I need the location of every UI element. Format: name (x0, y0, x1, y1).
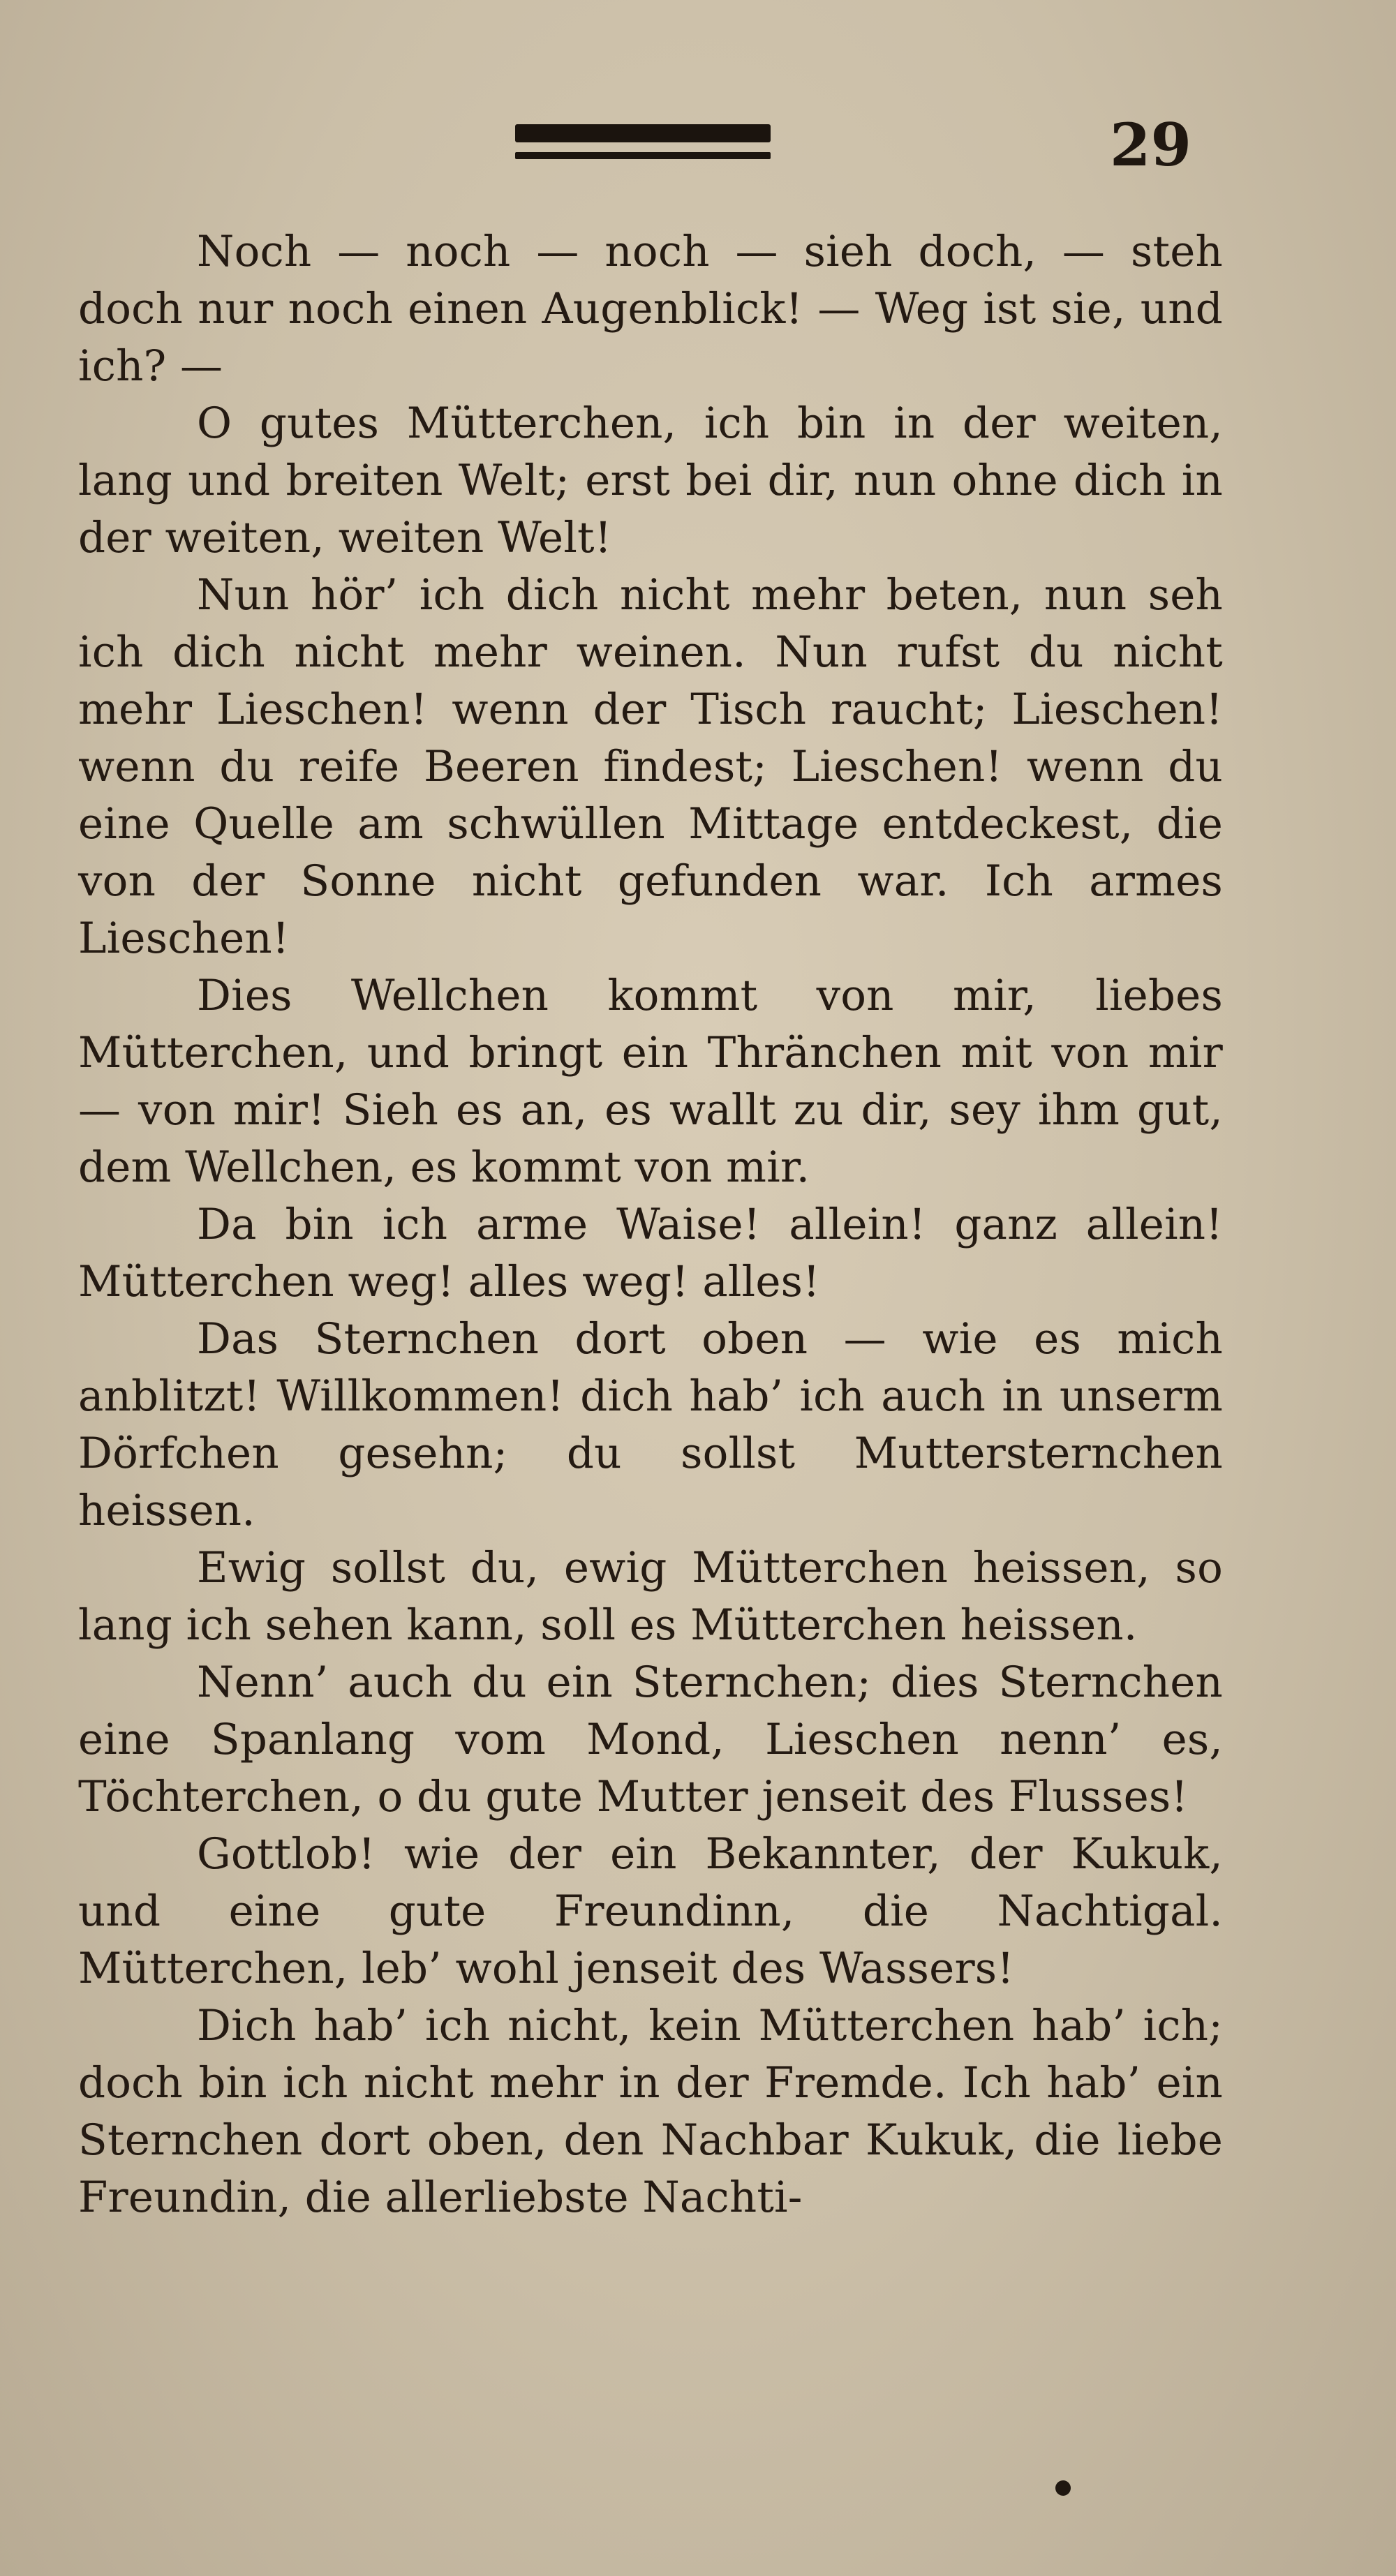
paragraph: Gottlob! wie der ein Bekannter, der Kukuk, und eine gute Freundinn, die Nachtigal. Mütterchen, leb’ wohl jenseit des Wassers! (78, 1829, 1223, 1993)
paragraph: Dich hab’ ich nicht, kein Mütterchen hab’ ich; doch bin ich nicht mehr in der Fremde. Ich hab’ ein Sternchen dort oben, den Nachbar Kukuk, die liebe Freundin, die allerliebste Nachti- (78, 2001, 1223, 2222)
signature-mark (1055, 2480, 1071, 2496)
paragraph: Ewig sollst du, ewig Mütterchen heissen, so lang ich sehen kann, soll es Mütterchen heissen. (78, 1543, 1223, 1650)
paragraph: Nenn’ auch du ein Sternchen; dies Sternchen eine Spanlang vom Mond, Lieschen nenn’ es, Töchterchen, o du gute Mutter jenseit des Flusses! (78, 1658, 1223, 1822)
paragraph: O gutes Mütterchen, ich bin in der weiten, lang und breiten Welt; erst bei dir, nun ohne dich in der weiten, weiten Welt! (78, 399, 1223, 563)
paragraph: Noch — noch — noch — sieh doch, — steh doch nur noch einen Augenblick! — Weg ist sie, und ich? — (78, 227, 1223, 391)
header-rule-thin (515, 152, 771, 159)
paragraph: Dies Wellchen kommt von mir, liebes Mütterchen, und bringt ein Thränchen mit von mir — von mir! Sieh es an, es wallt zu dir, sey ihm gut, dem Wellchen, es kommt von mir. (78, 971, 1223, 1192)
paragraph: Nun hör’ ich dich nicht mehr beten, nun seh ich dich nicht mehr weinen. Nun rufst du nicht mehr Lieschen! wenn der Tisch raucht; Lieschen! wenn du reife Beeren findest; Lieschen! wenn du eine Quelle am schwüllen Mittage entdeckest, die von der Sonne nicht gefunden war. Ich armes Lieschen! (78, 570, 1223, 963)
header-rule (515, 124, 771, 142)
paragraph: Das Sternchen dort oben — wie es mich anblitzt! Willkommen! dich hab’ ich auch in unserm Dörfchen gesehn; du sollst Muttersternchen heissen. (78, 1314, 1223, 1535)
page-number: 29 (1110, 110, 1191, 179)
paragraph: Da bin ich arme Waise! allein! ganz allein! Mütterchen weg! alles weg! alles! (78, 1200, 1223, 1306)
body-text (78, 223, 1223, 2226)
